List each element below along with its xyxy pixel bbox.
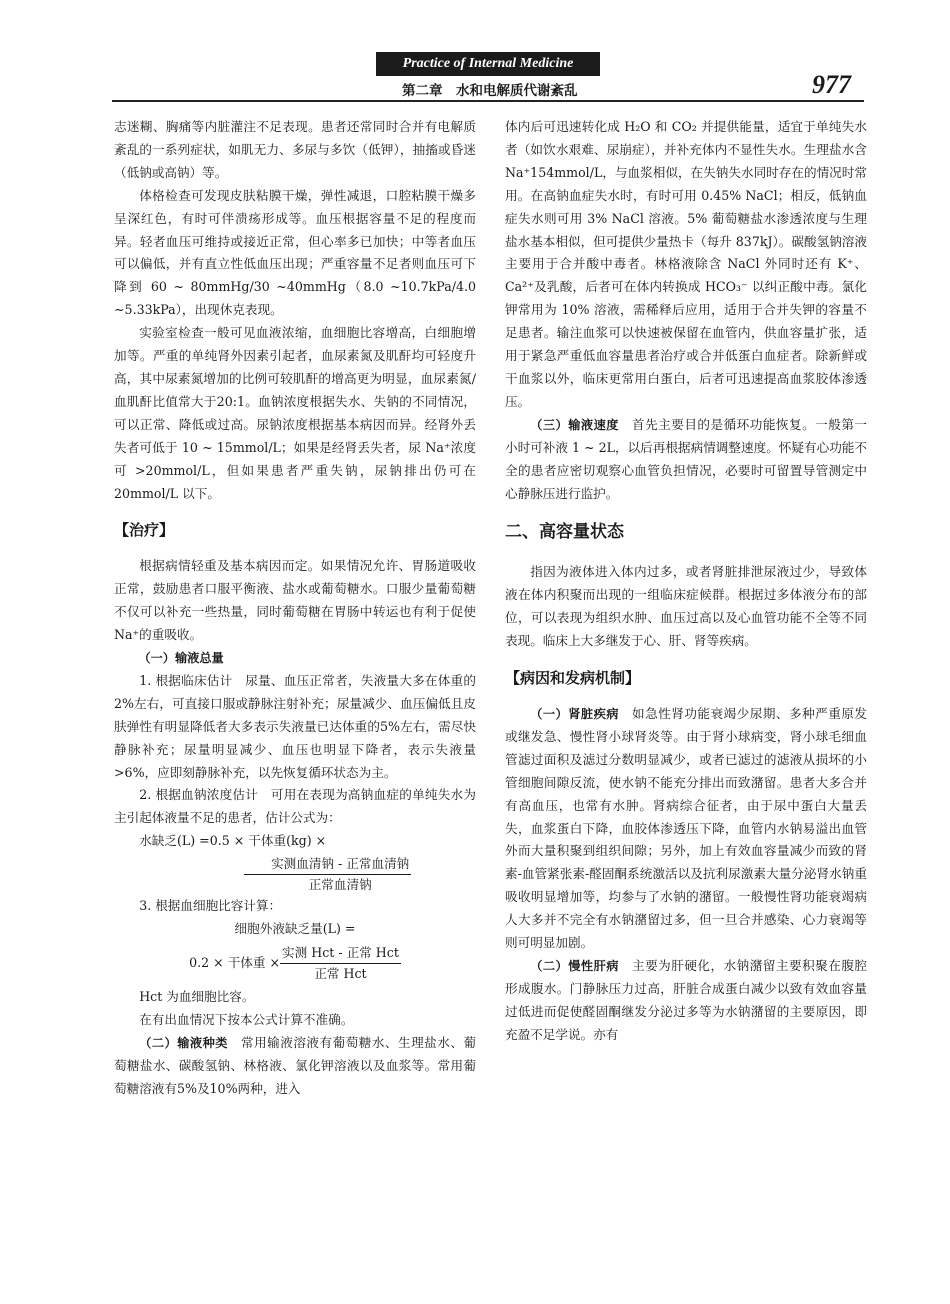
paragraph: 根据病情轻重及基本病因而定。如果情况允许、胃肠道吸收正常，鼓励患者口服平衡液、盐水或葡萄糖水。口服少量葡萄糖不仅可以补充一些热量，同时葡萄糖在胃肠中转运也有利于促使 Na⁺的重吸收。 bbox=[114, 558, 476, 643]
paragraph-text: 如急性肾功能衰竭少尿期、多种严重原发或继发急、慢性肾小球肾炎等。由于肾小球病变，肾小球毛细血管滤过面积及滤过分数明显减少，或者已滤过的滤液从损坏的小管细胞间隙反流，使水钠不能充分排出而致潴留。患者大多合并有高血压，也常有水肿。肾病综合征者，由于尿中蛋白大量丢失，血浆蛋白下降，血胶体渗透压下降，血管内水钠易溢出血管外而大量积聚到组织间隙；另外，加上有效血容量减少而致的肾素-血管紧张素-醛固酮系统激活以及抗利尿激素大量分泌肾水钠重吸收明显增加等，均参与了水钠的潴留。一般慢性肾功能衰竭病人大多并不完全有水钠潴留过多，但一旦合并感染、心力衰竭等则可明显加剧。 bbox=[505, 706, 868, 951]
paragraph: 2. 根据血钠浓度估计 可用在表现为高钠血症的单纯失水为主引起体液量不足的患者，估计公式为： bbox=[114, 787, 476, 826]
subheading-total-volume: （一）输液总量 bbox=[138, 651, 224, 666]
formula-lhs: 0.2 × 干体重 × bbox=[189, 955, 281, 971]
left-column bbox=[114, 116, 476, 1101]
paragraph: 体内后可迅速转化成 H₂O 和 CO₂ 并提供能量，适宜于单纯失水者（如饮水艰难、尿崩症），并补充体内不显性失水。生理盐水含 Na⁺154mmol/L，与血浆相似，在失钠失水同时存在的情况时常用。在高钠血症失水时，有时可用 0.45% NaCl；相反，低钠血症失水则可用 3% NaCl 溶液。5% 葡萄糖盐水渗透浓度与生理盐水基本相似，但可提供少量热卡（每升 837kJ）。碳酸氢钠溶液主要用于合并酸中毒者。林格液除含 NaCl 外同时还有 K⁺、Ca²⁺及乳酸，后者可在体内转换成 HCO₃⁻ 以纠正酸中毒。氯化钾常用为 10% 溶液，需稀释后应用，适用于合并失钾的容量不足患者。输注血浆可以快速被保留在血管内，供血容量扩张，适用于紧急严重低血容量患者治疗或合并低蛋白血症者。除新鲜或干血浆以外，临床更常用白蛋白，后者可迅速提高血浆胶体渗透压。 bbox=[505, 119, 867, 409]
paragraph bbox=[114, 1032, 476, 1101]
subheading-infusion-rate: （三）输液速度 bbox=[530, 417, 619, 432]
section-heading-etiology: 【病因和发病机制】 bbox=[505, 669, 641, 688]
paragraph: Hct 为血细胞比容。 bbox=[139, 989, 255, 1004]
subheading-kidney-disease: （一）肾脏疾病 bbox=[530, 707, 619, 722]
journal-banner: Practice of Internal Medicine bbox=[376, 52, 600, 76]
formula-numerator: 实测 Hct - 正常 Hct bbox=[280, 943, 401, 964]
paragraph: 体格检查可发现皮肤粘膜干燥，弹性减退，口腔粘膜干燥多呈深红色，有时可伴溃疡形成等。血压根据容量不足的程度而异。轻者血压可维持或接近正常，但心率多已加快；中等者血压可以偏低，并有直立性低血压出现；严重容量不足者则血压可下降到 60 ~ 80mmHg/30 ~40mmHg（8.0 ~10.7kPa/4.0 ~5.33kPa），出现休克表现。 bbox=[114, 187, 476, 318]
header-rule bbox=[112, 100, 864, 102]
paragraph: 志迷糊、胸痛等内脏灌注不足表现。患者还常同时合并有电解质紊乱的一系列症状，如肌无力、多尿与多饮（低钾），抽搐或昏迷（低钠或高钠）等。 bbox=[114, 119, 476, 180]
paragraph: 实验室检查一般可见血液浓缩，血细胞比容增高，白细胞增加等。严重的单纯肾外因素引起者，血尿素氮及肌酐均可轻度升高，其中尿素氮增加的比例可较肌酐的增高更为明显，血尿素氮/血肌酐比值常大于20:1。血钠浓度根据失水、失钠的不同情况，可以正常、降低或过高。尿钠浓度根据基本病因而异。经肾外丢失者可低于 10 ~ 15mmol/L；如果是经肾丢失者，尿 Na⁺浓度可 >20mmol/L，但如果患者严重失钠，尿钠排出仍可在 20mmol/L 以下。 bbox=[114, 325, 476, 501]
paragraph-text: 首先主要目的是循环功能恢复。一般第一小时可补液 1 ~ 2L，以后再根据病情调整速度。怀疑有心功能不全的患者应密切观察心血管负担情况，必要时可留置导管测定中心静脉压进行监护。 bbox=[505, 416, 868, 501]
formula-numerator: 实测血清钠 - 正常血清钠 bbox=[244, 854, 411, 875]
paragraph: 在有出血情况下按本公式计算不准确。 bbox=[139, 1011, 354, 1027]
chapter-title: 第二章 水和电解质代谢紊乱 bbox=[402, 83, 578, 99]
formula-denominator: 正常 Hct bbox=[314, 966, 367, 981]
right-column bbox=[505, 116, 867, 1047]
formula-water-deficit bbox=[114, 830, 476, 895]
subheading-fluid-type: （二）输液种类 bbox=[139, 1035, 228, 1050]
formula-denominator: 正常血清钠 bbox=[308, 877, 372, 893]
paragraph: 1. 根据临床估计 尿量、血压正常者，失液量大多在体重的2%左右，可直接口服或静脉注射补充；尿量减少、血压偏低且皮肤弹性有明显降低者大多表示失液量已达体重的5%左右，需尽快静脉补充；尿量明显减少、血压也明显下降者，表示失液量 >6%，应即刻静脉补充，以先恢复循环状态为主。 bbox=[114, 672, 476, 780]
section-heading-hypervolemia: 二、高容量状态 bbox=[505, 522, 624, 543]
paragraph: 3. 根据血细胞比容计算： bbox=[139, 898, 282, 914]
formula-ecf-title: 细胞外液缺乏量(L) = bbox=[234, 921, 356, 937]
formula-lhs: 水缺乏(L) =0.5 × 干体重(kg) × bbox=[139, 833, 327, 849]
paragraph bbox=[505, 703, 867, 955]
subheading-chronic-liver: （二）慢性肝病 bbox=[530, 959, 619, 973]
paragraph bbox=[505, 955, 867, 1047]
formula-fraction bbox=[114, 853, 476, 895]
paragraph bbox=[505, 414, 867, 506]
paragraph-text: 主要为肝硬化，水钠潴留主要积聚在腹腔形成腹水。门静脉压力过高，肝脏合成蛋白减少以致有效血容量过低进而促使醛固酮继发分泌过多等为水钠潴留的主要原因，即充盈不足学说。亦有 bbox=[505, 958, 868, 1042]
page-number: 977 bbox=[812, 70, 851, 99]
paragraph-text: 常用输液溶液有葡萄糖水、生理盐水、葡萄糖盐水、碳酸氢钠、林格液、氯化钾溶液以及血浆等。常用葡萄糖溶液有5%及10%两种，进入 bbox=[114, 1034, 477, 1096]
formula-ecf-deficit bbox=[114, 943, 476, 984]
section-heading-treatment: 【治疗】 bbox=[114, 521, 175, 540]
paragraph: 指因为液体进入体内过多，或者肾脏排泄尿液过少，导致体液在体内积聚而出现的一组临床症候群。根据过多体液分布的部位，可以表现为组织水肿、血压过高以及心血管功能不全等不同表现。临床上大多继发于心、肝、肾等疾病。 bbox=[505, 564, 867, 649]
